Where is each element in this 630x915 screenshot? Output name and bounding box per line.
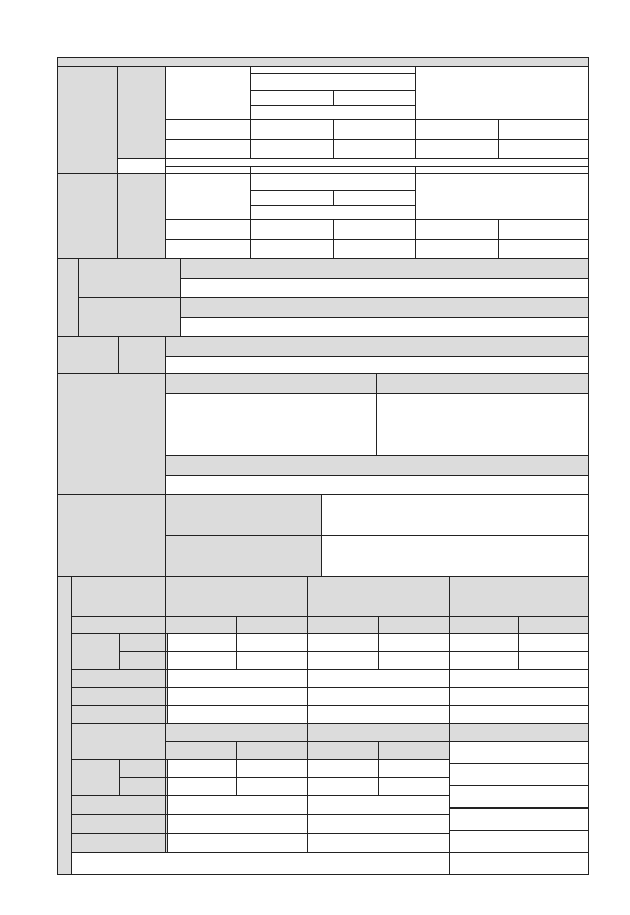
staff-count-cell-2 <box>165 777 237 796</box>
senju-header-2 <box>307 741 379 760</box>
encho-body <box>165 393 377 456</box>
uwanose-label-cell <box>165 535 322 577</box>
nintei3-header <box>165 166 251 220</box>
staff-type-header <box>165 576 308 617</box>
summary-value-cell <box>165 687 308 706</box>
summary-label-cell <box>71 669 168 688</box>
employment-row <box>449 852 589 875</box>
hijokin-cell <box>119 651 168 670</box>
staff-count-cell <box>449 633 519 652</box>
local-capacity-label <box>117 173 166 259</box>
meal-method-options <box>165 356 589 374</box>
summary-value-cell <box>165 705 308 724</box>
staff-count-cell <box>378 633 450 652</box>
age0-header <box>415 166 589 220</box>
summary-value-cell-2 <box>165 795 308 815</box>
staff-count-cell <box>307 651 379 670</box>
block-separator <box>165 158 589 174</box>
summary-label-cell-2 <box>71 795 168 815</box>
ninka-label-cell <box>57 258 79 337</box>
employment-row <box>449 785 589 808</box>
staff-label-cell <box>57 576 72 875</box>
senju-header <box>165 616 237 634</box>
age1-header <box>333 90 416 106</box>
summary-value-cell <box>165 669 308 688</box>
senju-header <box>449 616 519 634</box>
sonota-body <box>165 475 589 495</box>
ichiji-body <box>376 393 589 456</box>
meal-method-header <box>165 336 589 357</box>
other-staff-header <box>307 723 450 742</box>
meal3-label-cell <box>118 336 166 374</box>
ninka-emp-value <box>180 278 589 298</box>
kenmu-header <box>378 616 450 634</box>
staff-count-cell <box>236 633 308 652</box>
shokushu-cell <box>71 576 168 617</box>
staff-count-cell-2 <box>307 759 379 778</box>
kenmu-header-2 <box>236 741 308 760</box>
shokushu-cell-2 <box>71 723 168 760</box>
age1-header <box>333 190 416 206</box>
staff-count-cell-2 <box>307 777 379 796</box>
staff-count-cell <box>165 633 237 652</box>
staff-count-cell-2 <box>165 759 237 778</box>
staff-count-cell <box>307 633 379 652</box>
ichiji-header <box>376 373 589 394</box>
jokin-cell <box>119 759 168 778</box>
summary-value-cell-2 <box>165 814 308 834</box>
staff-count-cell <box>449 651 519 670</box>
sub-header-blank <box>71 616 168 634</box>
age2-header <box>250 190 334 206</box>
kenmu-header <box>236 616 308 634</box>
ninka-emp-header <box>180 258 589 279</box>
uwanose-value <box>321 535 589 577</box>
employment-row <box>449 830 589 853</box>
jippi-label-cell <box>165 494 322 536</box>
summary-value-cell <box>307 705 450 724</box>
ninka-loc-header <box>180 297 589 318</box>
summary-label-cell-2 <box>71 814 168 834</box>
summary-value-cell-2 <box>307 833 450 853</box>
staff-count-cell <box>518 633 589 652</box>
staff-count-cell <box>378 651 450 670</box>
chori-header <box>165 723 308 742</box>
summary-value-cell <box>307 669 450 688</box>
employment-row <box>449 808 589 831</box>
staff-type-header <box>449 576 589 617</box>
jokin-cell <box>119 633 168 652</box>
age2-header <box>250 90 334 106</box>
other-label-cell <box>57 373 166 495</box>
summary-value-cell-2 <box>165 833 308 853</box>
summary-value-cell <box>449 705 589 724</box>
capacity-row-line <box>165 219 589 240</box>
ninka-loc-value <box>180 317 589 337</box>
local-fee-label-cell <box>57 494 166 577</box>
age-gap <box>250 66 416 74</box>
staff-count-cell <box>236 651 308 670</box>
ninka-loc-label <box>78 297 181 337</box>
sonota-header <box>165 455 589 476</box>
jippi-value <box>321 494 589 536</box>
chokusetsu-header <box>449 723 589 742</box>
senju-header-2 <box>165 741 237 760</box>
staff-count-cell-2 <box>378 759 450 778</box>
summary-label-cell <box>71 705 168 724</box>
kenmu-header-2 <box>378 741 450 760</box>
kenmu-header <box>518 616 589 634</box>
age0-header <box>415 66 589 120</box>
summary-value-cell <box>307 687 450 706</box>
staff-count-cell-2 <box>236 777 308 796</box>
summary-value-cell <box>449 669 589 688</box>
employment-row <box>449 741 589 764</box>
haichi-label-cell <box>71 759 120 796</box>
summary-value-cell-2 <box>307 795 450 815</box>
application-form <box>57 57 588 874</box>
staff-count-cell <box>165 651 237 670</box>
senju-header <box>307 616 379 634</box>
summary-value-cell <box>449 687 589 706</box>
summary-value-cell-2 <box>307 814 450 834</box>
ninka-emp-label <box>78 258 181 298</box>
staff-count-cell-2 <box>236 759 308 778</box>
capacity-row-line <box>165 119 589 140</box>
staff-count-cell-2 <box>378 777 450 796</box>
summary-label-cell <box>71 687 168 706</box>
employment-row <box>449 763 589 786</box>
staff-type-header <box>307 576 450 617</box>
encho-header <box>165 373 377 394</box>
haichi-label-cell <box>71 633 120 670</box>
employee-capacity-label <box>117 66 166 159</box>
staff-count-cell <box>518 651 589 670</box>
hijokin-cell <box>119 777 168 796</box>
summary-label-cell-2 <box>71 833 168 853</box>
meal-label-cell <box>57 336 119 374</box>
nintei3-header <box>165 66 251 120</box>
capacity-note-cell <box>57 173 118 259</box>
